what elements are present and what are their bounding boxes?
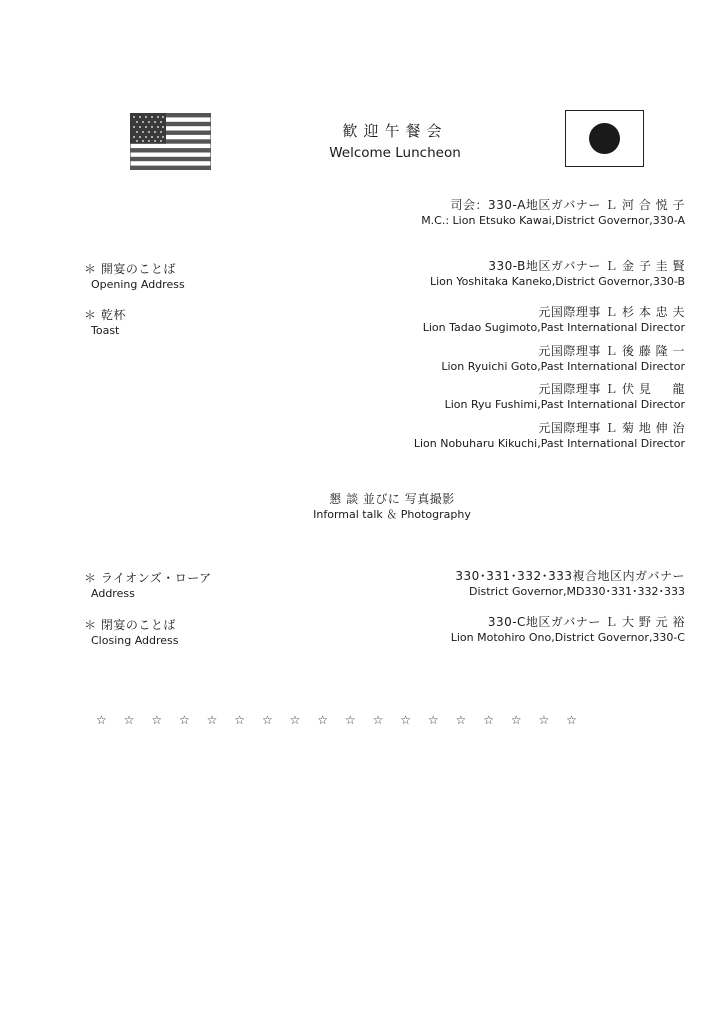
speaker-en: Lion Ryu Fushimi,Past International Director bbox=[444, 398, 685, 411]
program-item-label-jp: ＊ 閉宴のことば bbox=[84, 618, 176, 632]
program-item-label-jp: ＊ 乾杯 bbox=[84, 308, 126, 322]
speaker-en: Lion Yoshitaka Kaneko,District Governor,330-B bbox=[429, 275, 685, 288]
program-item-label-jp: ＊ ライオンズ・ローア bbox=[84, 571, 212, 585]
program-item-closing bbox=[84, 617, 179, 648]
rising-sun-circle bbox=[589, 123, 620, 154]
speaker-en: Lion Motohiro Ono,District Governor,330-C bbox=[450, 631, 685, 644]
program-item-opening bbox=[84, 261, 185, 292]
speaker-en: Lion Tadao Sugimoto,Past International Director bbox=[422, 321, 685, 334]
title-japanese: 歓迎午餐会 bbox=[342, 122, 448, 140]
program-item-address bbox=[84, 570, 212, 601]
mc-japanese: 司会：330-A地区ガバナー Ｌ 河 合 悦 子 bbox=[450, 198, 685, 212]
speaker-jp: 元国際理事 Ｌ 菊 地 伸 治 bbox=[538, 421, 685, 435]
speaker-en: Lion Ryuichi Goto,Past International Director bbox=[441, 360, 685, 373]
speaker-jp: 330-B地区ガバナー Ｌ 金 子 圭 賢 bbox=[488, 259, 685, 273]
us-flag-icon bbox=[130, 113, 211, 170]
program-item-toast bbox=[84, 307, 126, 338]
speaker-en: Lion Nobuharu Kikuchi,Past International Director bbox=[413, 437, 685, 450]
speaker-toast-3 bbox=[445, 381, 685, 412]
speaker-jp: 330･331･332･333複合地区内ガバナー bbox=[455, 569, 685, 583]
program-item-label-en: Toast bbox=[91, 324, 120, 337]
program-item-label-en: Address bbox=[91, 587, 135, 600]
page-title bbox=[300, 120, 490, 162]
informal-talk-block bbox=[300, 491, 484, 522]
mc-block bbox=[421, 197, 685, 228]
speaker-jp: 330-C地区ガバナー Ｌ 大 野 元 裕 bbox=[487, 615, 685, 629]
speaker-toast-2 bbox=[441, 343, 685, 374]
speaker-toast-1 bbox=[423, 304, 685, 335]
speaker-jp: 元国際理事 Ｌ 伏 見 龍 bbox=[538, 382, 685, 396]
speaker-closing bbox=[451, 614, 685, 645]
speaker-jp: 元国際理事 Ｌ 後 藤 隆 一 bbox=[538, 344, 685, 358]
speaker-address bbox=[455, 568, 685, 599]
program-item-label-jp: ＊ 開宴のことば bbox=[84, 262, 176, 276]
informal-english: Informal talk ＆ Photography bbox=[313, 508, 471, 521]
program-item-label-en: Opening Address bbox=[91, 278, 185, 291]
speaker-toast-4 bbox=[414, 420, 685, 451]
speaker-jp: 元国際理事 Ｌ 杉 本 忠 夫 bbox=[538, 305, 685, 319]
speaker-en: District Governor,MD330･331･332･333 bbox=[468, 585, 685, 598]
title-english: Welcome Luncheon bbox=[329, 145, 461, 161]
informal-japanese: 懇 談 並びに 写真撮影 bbox=[329, 492, 455, 506]
mc-english: M.C.: Lion Etsuko Kawai,District Governor,330-A bbox=[421, 214, 685, 227]
star-divider: ☆☆☆☆☆☆☆☆☆☆☆☆☆☆☆☆☆☆ bbox=[96, 713, 594, 727]
japan-flag-icon bbox=[565, 110, 644, 167]
speaker-opening bbox=[430, 258, 685, 289]
program-item-label-en: Closing Address bbox=[91, 634, 179, 647]
